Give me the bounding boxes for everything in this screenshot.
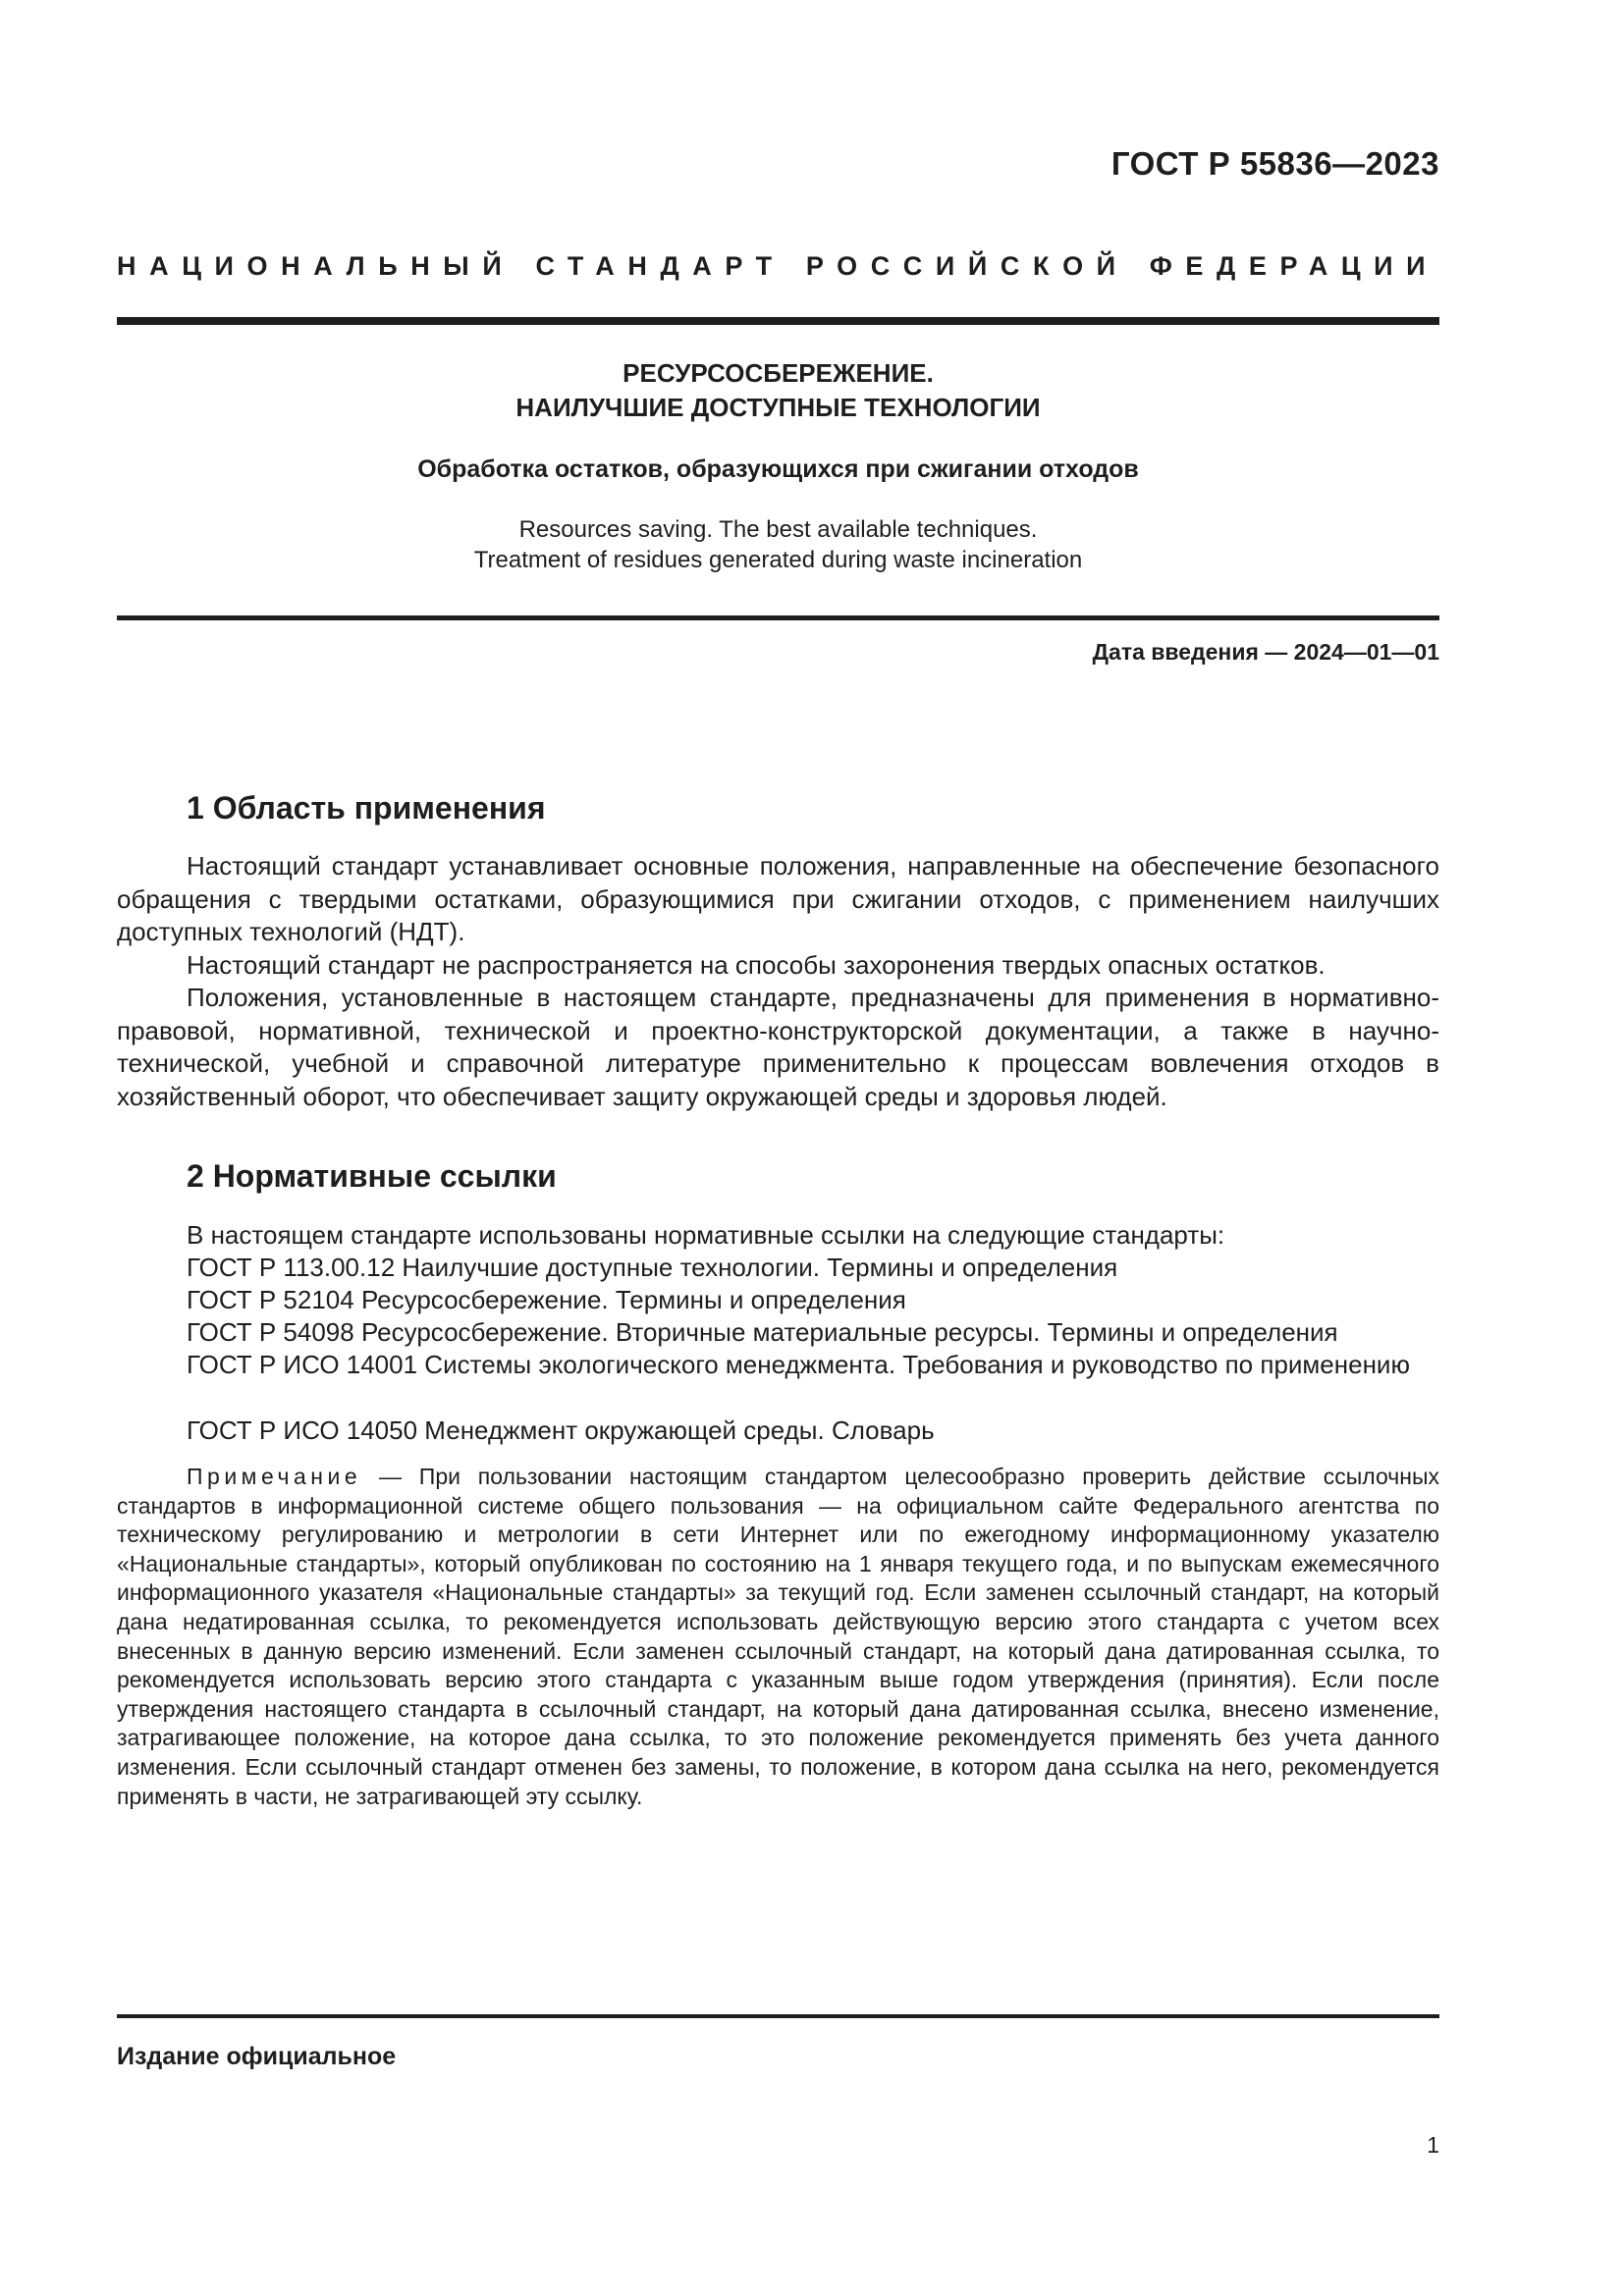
note-paragraph [117,1463,1439,1811]
title-line-1: РЕСУРСОСБЕРЕЖЕНИЕ. [623,358,934,388]
page-number: 1 [1427,2132,1439,2158]
title-line-2: НАИЛУЧШИЕ ДОСТУПНЫЕ ТЕХНОЛОГИИ [515,393,1041,422]
reference-item: ГОСТ Р 54098 Ресурсосбережение. Вторичные материальные ресурсы. Термины и определения [187,1317,1338,1347]
english-title-line-1: Resources saving. The best available techniques. [518,516,1038,543]
section-1-paragraph-1: Настоящий стандарт устанавливает основные положения, направленные на обеспечение безопасного обращения с твердыми остатками, образующимися при сжигании отходов, с применением наилучших доступных технологий (НДТ). [117,851,1439,946]
section-1-paragraph-3: Положения, установленные в настоящем стандарте, предназначены для применения в нормативно-правовой, нормативной, технической и проектно-конструкторской документации, а также в научно-технической, учебной и справочной литературе применительно к процессам вовлечения отходов в хозяйственный оборот, что обеспечивает защиту окружающей среды и здоровья людей. [117,983,1439,1111]
reference-item: ГОСТ Р 113.00.12 Наилучшие доступные технологии. Термины и определения [187,1253,1118,1282]
subtitle: Обработка остатков, образующихся при сжигании отходов [417,455,1139,483]
section-1-heading: 1 Область применения [187,790,546,826]
title-block [117,356,1439,425]
footer-rule [117,2014,1439,2018]
references-intro: В настоящем стандарте использованы нормативные ссылки на следующие стандарты: [187,1220,1225,1250]
document-page [117,0,1439,2296]
reference-item: ГОСТ Р 52104 Ресурсосбережение. Термины и определения [187,1285,906,1314]
national-standard-header: НАЦИОНАЛЬНЫЙ СТАНДАРТ РОССИЙСКОЙ ФЕДЕРАЦИИ [117,251,1439,281]
section-2-heading: 2 Нормативные ссылки [187,1158,557,1194]
reference-item: ГОСТ Р ИСО 14001 Системы экологического менеджмента. Требования и руководство по применению [187,1350,1410,1379]
note-text: — При пользовании настоящим стандартом целесообразно проверить действие ссылочных стандартов в информационной системе общего пользования — на официальном сайте Федерального агентства по техническому регулированию и метрологии в сети Интернет или по ежегодному информационному указателю «Национальные стандарты», который опубликован по состоянию на 1 января текущего года, и по выпускам ежемесячного информационного указателя «Национальные стандарты» за текущий год. Если заменен ссылочный стандарт, на который дана недатированная ссылка, то рекомендуется использовать действующую версию этого стандарта с учетом всех внесенных в данную версию изменений. Если заменен ссылочный стандарт, на который дана датированная ссылка, то рекомендуется использовать версию этого стандарта с указанным выше годом утверждения (принятия). Если после утверждения настоящего стандарта в ссылочный стандарт, на который дана датированная ссылка, внесено изменение, затрагивающее положение, на которое дана ссылка, то это положение рекомендуется применять без учета данного изменения. Если ссылочный стандарт отменен без замены, то положение, в котором дана ссылка на него, рекомендуется применять в части, не затрагивающей эту ссылку. [117,1464,1439,1809]
document-number: ГОСТ Р 55836—2023 [1110,145,1439,182]
introduction-date: Дата введения — 2024—01—01 [1092,639,1439,665]
title-rule [117,615,1439,620]
note-label: Примечание [187,1464,362,1489]
official-edition-label: Издание официальное [117,2043,397,2070]
reference-item: ГОСТ Р ИСО 14050 Менеджмент окружающей среды. Словарь [187,1415,935,1445]
english-title-line-2: Treatment of residues generated during waste incineration [473,547,1083,573]
header-rule [117,317,1439,325]
english-title [117,514,1439,575]
section-1-paragraph-2: Настоящий стандарт не распространяется на способы захоронения твердых опасных остатков. [187,950,1326,980]
